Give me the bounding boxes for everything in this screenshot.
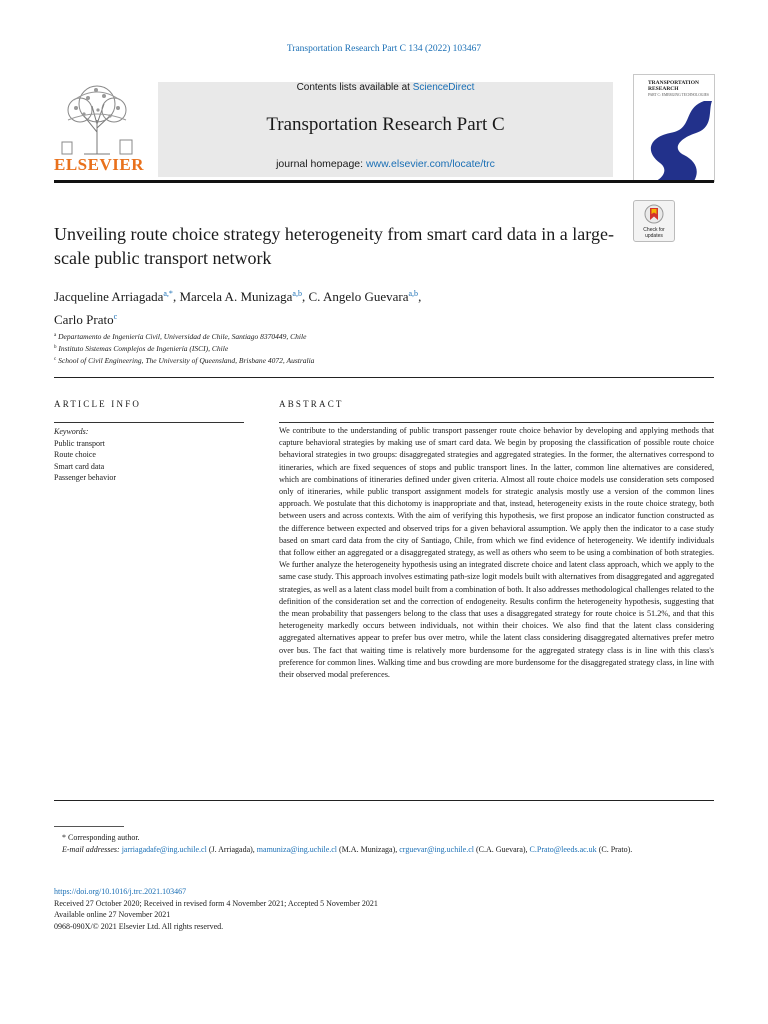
email-link[interactable]: crguevar@ing.uchile.cl	[399, 845, 474, 854]
keyword-item: Smart card data	[54, 461, 105, 471]
email-owner: (C. Prato).	[596, 845, 633, 854]
author-separator: ,	[418, 289, 422, 304]
journal-homepage-link[interactable]: www.elsevier.com/locate/trc	[365, 158, 495, 170]
cover-title-line-2: RESEARCH	[648, 86, 679, 92]
email-link[interactable]: jarriagadafe@ing.uchile.cl	[121, 845, 207, 854]
sciencedirect-link[interactable]: ScienceDirect	[412, 82, 475, 93]
email-owner: (J. Arriagada),	[206, 845, 255, 854]
email-owner: (M.A. Munizaga),	[337, 845, 398, 854]
email-addresses	[54, 844, 714, 856]
author-separator: ,	[172, 289, 180, 304]
publication-info	[54, 886, 714, 932]
footnote-rule	[54, 826, 124, 827]
doi-link[interactable]: https://doi.org/10.1016/j.trc.2021.103467	[54, 887, 187, 896]
author-affiliation-marks	[292, 289, 302, 298]
header-divider	[54, 180, 714, 183]
keyword-item: Route choice	[54, 450, 96, 459]
email-list	[122, 845, 633, 854]
journal-title: Transportation Research Part C	[266, 114, 505, 135]
available-online-date: Available online 27 November 2021	[54, 910, 171, 919]
author-affiliation-marks	[114, 312, 118, 321]
author-name: C. Angelo Guevara	[308, 289, 409, 304]
author-entry	[179, 289, 308, 304]
email-label: E-mail addresses:	[62, 845, 120, 854]
abstract-rule	[279, 422, 714, 423]
affiliation-mark-link[interactable]: a,*	[163, 289, 173, 298]
keyword-item: Public transport	[54, 438, 105, 448]
tree-illustration-icon	[54, 80, 140, 156]
author-name: Carlo Prato	[54, 312, 114, 327]
homepage-prefix: journal homepage:	[276, 158, 366, 170]
author-name: Marcela A. Munizaga	[179, 289, 293, 304]
abstract-body: We contribute to the understanding of public transport passenger route choice behavior by developing and applying methods that capture behavioral strategies by making use of smart card data. We begin by proposing the classification of possible route choice behavioral strategies in two groups: disaggregated strategies and aggregated strategies. In the former, the alternatives correspond to itineraries, which are fixed sequences of stops and public transport lines. In the latter, common line alternatives are considered, which are combinations of itineraries defined under given criteria. Almost all route choice models use consideration sets composed only of itineraries, while public transport assignment models for strategic analysis mostly use a version of the common lines approach. We postulate that this dichotomy is inappropriate and that, instead, heterogeneity exists in the route choice strategy, both between users and across contexts. With the aim of verifying this hypothesis, we first propose an indicator function constructed as the difference between expected and observed trips for a given behavioral assumption. We apply then the indicator to a case study based on smart card data from the city of Santiago, Chile, from which we find evidence of heterogeneity. We identify individuals that follow either an aggregated or a disaggregated strategy, as well as others who seem to be using a combination of both strategies. We further analyze the heterogeneity hypothesis using an integrated discrete choice and latent class approach, which we apply to the same case study. This approach involves estimating path-size logit models built with alternatives from disaggregated and aggregated strategies, as well as a latent class model built from a combination of both. It also addresses methodological challenges related to the definition of the consideration set and the correction of endogeneity. Results confirm the heterogeneity hypothesis, suggesting that the mean probability that passengers belong to the class that uses a disaggregated strategy for route choice is 51.2%, and that this heterogeneity markedly occurs between individuals, not within their choices. We also find that the latent class considering aggregated alternatives appear to prefer bus over metro, while the latent class considering disaggregated alternatives prefer metro over bus. The fact that waiting time is relatively more burdensome for the aggregated strategy class is in line with this class's preference for common lines. Walking time and bus crowding are more burdensome for the disaggregated strategy class, in line with their observed modal preferences.	[279, 426, 714, 680]
affiliations-list	[54, 330, 714, 366]
check-for-updates-button[interactable]	[633, 200, 675, 242]
affiliation-mark: b	[54, 345, 57, 350]
author-name: Jacqueline Arriagada	[54, 289, 164, 304]
contents-prefix: Contents lists available at	[296, 82, 413, 93]
keywords-list	[54, 438, 244, 484]
title-block-divider	[54, 377, 714, 378]
check-for-updates-label: Check for updates	[643, 227, 665, 239]
received-dates: Received 27 October 2020; Received in revised form 4 November 2021; Accepted 5 November 2021	[54, 898, 378, 908]
article-info-heading: ARTICLE INFO	[54, 399, 142, 409]
email-owner: (C.A. Guevara),	[474, 845, 528, 854]
publisher-name: ELSEVIER	[54, 155, 144, 174]
affiliation-mark: a	[54, 333, 57, 338]
bookmark-ribbon-icon	[644, 204, 664, 226]
affiliation-item	[54, 342, 714, 354]
affiliation-text: Departamento de Ingeniería Civil, Universidad de Chile, Santiago 8370449, Chile	[56, 332, 307, 341]
affiliation-item	[54, 330, 714, 342]
author-separator: ,	[301, 289, 309, 304]
journal-reference-text[interactable]: Transportation Research Part C 134 (2022) 103467	[286, 44, 482, 54]
author-list	[54, 284, 654, 330]
author-affiliation-marks	[163, 289, 173, 298]
email-link[interactable]: mamuniza@ing.uchile.cl	[256, 845, 338, 854]
cover-road-illustration-icon	[634, 99, 714, 181]
cover-title-line-1: TRANSPORTATION	[648, 80, 699, 86]
author-entry	[308, 289, 421, 304]
corresponding-mark: *	[62, 833, 66, 842]
corresponding-text: Corresponding author.	[68, 833, 140, 842]
affiliation-mark: c	[54, 357, 57, 362]
affiliation-mark-link[interactable]: a,b	[292, 289, 302, 298]
abstract-bottom-divider	[54, 800, 714, 801]
abstract-heading: ABSTRACT	[279, 399, 344, 409]
affiliation-text: School of Civil Engineering, The University of Queensland, Brisbane 4072, Australia	[56, 356, 315, 365]
journal-cover-thumbnail[interactable]	[633, 74, 715, 182]
keywords-block	[54, 426, 244, 484]
affiliation-text: Instituto Sistemas Complejos de Ingeniería (ISCI), Chile	[56, 344, 229, 353]
journal-reference-link[interactable]	[0, 44, 768, 54]
article-info-rule	[54, 422, 244, 423]
article-title: Unveiling route choice strategy heterogeneity from smart card data in a large-scale public transport network	[54, 224, 614, 268]
author-affiliation-marks	[409, 289, 419, 298]
cover-subtitle: PART C: EMERGING TECHNOLOGIES	[648, 93, 709, 97]
affiliation-mark-link[interactable]: a,b	[408, 289, 419, 298]
contents-availability-line	[158, 82, 613, 93]
copyright-notice: 0968-090X/© 2021 Elsevier Ltd. All rights reserved.	[54, 921, 224, 931]
affiliation-mark-link[interactable]: c	[113, 312, 118, 321]
affiliation-item	[54, 354, 714, 366]
author-entry	[54, 289, 179, 304]
journal-homepage-line	[158, 158, 613, 170]
footnotes	[54, 832, 714, 856]
keywords-label: Keywords:	[54, 427, 89, 436]
corresponding-author-note	[54, 832, 714, 844]
keyword-item: Passenger behavior	[54, 473, 116, 482]
email-link[interactable]: C.Prato@leeds.ac.uk	[529, 845, 597, 854]
author-entry	[54, 312, 117, 327]
